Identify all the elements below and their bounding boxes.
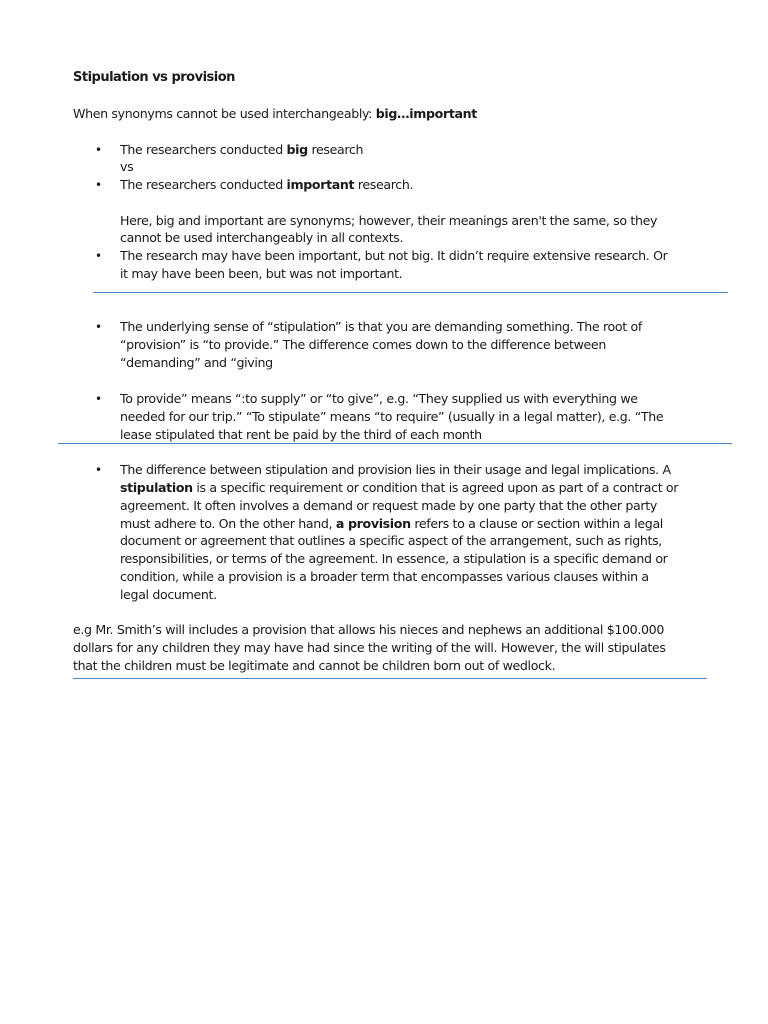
- list-item-line: To provide” means “:to supply” or “to give”, e.g. “They supplied us with everything we: [120, 391, 638, 406]
- list-item-text: The researchers conducted: [120, 142, 287, 157]
- bold-term-provision: a provision: [335, 516, 411, 531]
- list-item-line: responsibilities, or terms of the agreement. In essence, a stipulation is a specific demand or: [120, 551, 668, 566]
- divider-line: [93, 292, 728, 293]
- explanation-line-1: Here, big and important are synonyms; however, their meanings aren't the same, so they: [120, 213, 658, 228]
- list-item-line: needed for our trip.” “To stipulate” means “to require” (usually in a legal matter), e.g. “The: [120, 409, 664, 424]
- list-item-important-research: [120, 176, 413, 194]
- page-title: Stipulation vs provision: [73, 70, 235, 85]
- example-line-2: dollars for any children they may have had since the writing of the will. However, the will stipulates: [73, 640, 666, 655]
- bold-term-stipulation: stipulation: [120, 480, 193, 495]
- list-item-line: condition, while a provision is a broader term that encompasses various clauses within a: [120, 569, 649, 584]
- list-item-line: “demanding” and “giving: [120, 355, 273, 370]
- bullet-marker: •: [95, 249, 103, 263]
- divider-line: [73, 678, 707, 679]
- list-item-line: [120, 479, 678, 497]
- intro-text: When synonyms cannot be used interchangeably:: [73, 106, 376, 121]
- list-item-text: research.: [354, 177, 414, 192]
- list-item-line: [120, 515, 663, 533]
- list-item-text: must adhere to. On the other hand,: [120, 516, 336, 531]
- list-item-text: The researchers conducted: [120, 177, 287, 192]
- list-item-line: legal document.: [120, 587, 217, 602]
- list-item-line: it may have been been, but was not important.: [120, 266, 403, 281]
- bullet-marker: •: [95, 463, 103, 477]
- bullet-marker: •: [95, 143, 103, 157]
- bold-term-important: important: [286, 177, 355, 192]
- example-line-1: e.g Mr. Smith’s will includes a provision that allows his nieces and nephews an additional $100.000: [73, 622, 664, 637]
- list-item-line: agreement. It often involves a demand or request made by one party that the other party: [120, 498, 657, 513]
- list-item-line: lease stipulated that rent be paid by the third of each month: [120, 427, 482, 442]
- intro-line: [73, 105, 477, 123]
- bullet-marker: •: [95, 178, 103, 192]
- list-item-line: document or agreement that outlines a specific aspect of the arrangement, such as rights,: [120, 533, 662, 548]
- list-item-text: is a specific requirement or condition that is agreed upon as part of a contract or: [192, 480, 679, 495]
- list-item-line: The difference between stipulation and provision lies in their usage and legal implications. A: [120, 462, 671, 477]
- divider-line: [58, 443, 732, 444]
- vs-text: vs: [120, 159, 134, 174]
- explanation-line-2: cannot be used interchangeably in all contexts.: [120, 230, 404, 245]
- example-line-3: that the children must be legitimate and cannot be children born out of wedlock.: [73, 658, 556, 673]
- list-item-big-research: [120, 141, 363, 159]
- list-item-line: The research may have been important, but not big. It didn’t require extensive research. Or: [120, 248, 668, 263]
- list-item-text: refers to a clause or section within a legal: [410, 516, 663, 531]
- list-item-line: The underlying sense of “stipulation” is that you are demanding something. The root of: [120, 319, 642, 334]
- list-item-text: research: [307, 142, 364, 157]
- list-item-line: “provision” is “to provide.” The difference comes down to the difference between: [120, 337, 606, 352]
- intro-bold-terms: big…important: [375, 106, 477, 121]
- bullet-marker: •: [95, 392, 103, 406]
- bold-term-big: big: [286, 142, 308, 157]
- bullet-marker: •: [95, 320, 103, 334]
